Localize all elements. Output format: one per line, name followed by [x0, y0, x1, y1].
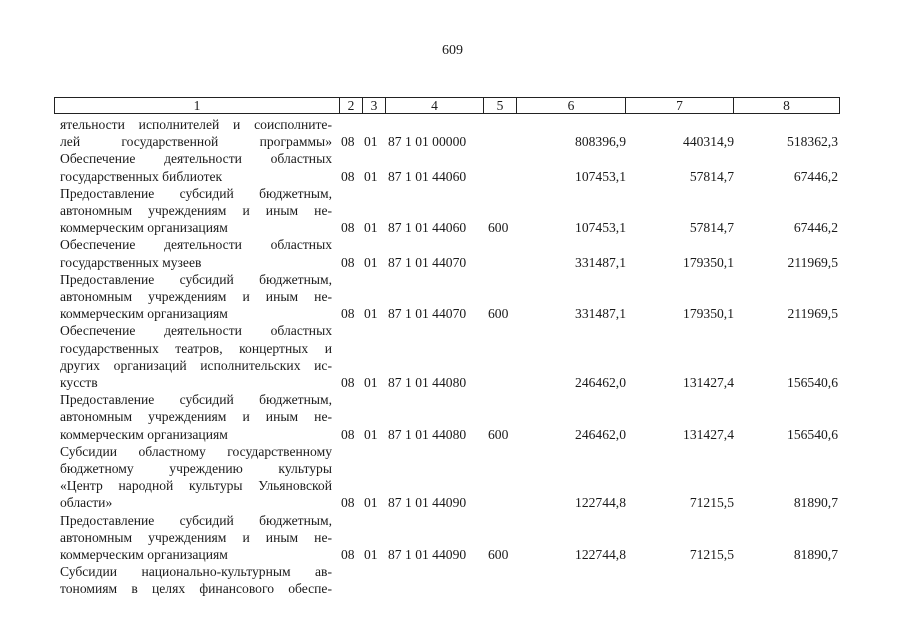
- row-description: [60, 236, 332, 270]
- target-article-code: 87 1 01 44060: [388, 168, 467, 184]
- amount-col-6: 122744,8: [575, 495, 626, 511]
- row-description: [60, 391, 332, 443]
- description-line: государственных библиотек: [60, 168, 223, 184]
- amount-col-8: 211969,5: [787, 306, 838, 322]
- description-line: Обеспечение деятельности областных: [60, 323, 332, 339]
- expense-type-code: 600: [488, 306, 509, 322]
- table-row: [0, 563, 905, 597]
- amount-col-7: 179350,1: [683, 306, 734, 322]
- amount-col-8: 156540,6: [787, 426, 838, 442]
- header-col-6: 6: [517, 98, 626, 113]
- description-line: Обеспечение деятельности областных: [60, 237, 332, 253]
- amount-col-7: 57814,7: [689, 168, 734, 184]
- header-col-2: 2: [340, 98, 363, 113]
- description-line: автономным учреждениям и иным не-: [60, 529, 332, 545]
- description-line: лей государственной программы»: [60, 134, 332, 150]
- table-row: [0, 236, 905, 270]
- target-article-code: 87 1 01 00000: [388, 134, 467, 150]
- amount-col-7: 57814,7: [689, 220, 734, 236]
- header-col-3: 3: [363, 98, 386, 113]
- table-row: [0, 271, 905, 323]
- target-article-code: 87 1 01 44090: [388, 495, 467, 511]
- description-line: автономным учреждениям и иным не-: [60, 288, 332, 304]
- target-article-code: 87 1 01 44080: [388, 426, 467, 442]
- description-line: области»: [60, 495, 113, 511]
- table-body: [0, 116, 905, 598]
- expense-type-code: 600: [488, 546, 509, 562]
- description-line: Предоставление субсидий бюджетным,: [60, 392, 332, 408]
- amount-col-6: 107453,1: [575, 220, 626, 236]
- row-description: [60, 563, 332, 597]
- header-col-1: 1: [55, 98, 340, 113]
- table-row: [0, 185, 905, 237]
- description-line: коммерческим организациям: [60, 306, 228, 322]
- table-row: [0, 443, 905, 512]
- amount-col-6: 331487,1: [575, 306, 626, 322]
- section-code: 08: [341, 495, 355, 511]
- subsection-code: 01: [364, 134, 378, 150]
- header-col-8: 8: [783, 98, 790, 113]
- amount-col-7: 131427,4: [683, 374, 734, 390]
- description-line: других организаций исполнительских ис-: [60, 357, 332, 373]
- description-line: коммерческим организациям: [60, 220, 228, 236]
- subsection-code: 01: [364, 254, 378, 270]
- amount-col-6: 246462,0: [575, 374, 626, 390]
- section-code: 08: [341, 374, 355, 390]
- description-line: коммерческим организациям: [60, 426, 228, 442]
- amount-col-7: 71215,5: [689, 546, 734, 562]
- header-col-4: 4: [386, 98, 484, 113]
- subsection-code: 01: [364, 426, 378, 442]
- description-line: Предоставление субсидий бюджетным,: [60, 271, 332, 287]
- description-line: Субсидии национально-культурным ав-: [60, 564, 332, 580]
- expense-type-code: 600: [488, 220, 509, 236]
- page-number: 609: [442, 43, 463, 58]
- subsection-code: 01: [364, 374, 378, 390]
- table-row: [0, 150, 905, 184]
- header-col-5: 5: [484, 98, 517, 113]
- amount-col-8: 211969,5: [787, 254, 838, 270]
- table-row: [0, 391, 905, 443]
- row-description: [60, 443, 332, 512]
- amount-col-6: 246462,0: [575, 426, 626, 442]
- amount-col-6: 107453,1: [575, 168, 626, 184]
- description-line: ятельности исполнителей и соисполните-: [60, 117, 332, 132]
- subsection-code: 01: [364, 306, 378, 322]
- amount-col-7: 179350,1: [683, 254, 734, 270]
- row-description: [60, 271, 332, 323]
- description-line: коммерческим организациям: [60, 546, 228, 562]
- section-code: 08: [341, 254, 355, 270]
- table-header: [54, 97, 840, 114]
- row-description: [60, 116, 332, 150]
- row-description: [60, 150, 332, 184]
- target-article-code: 87 1 01 44090: [388, 546, 467, 562]
- section-code: 08: [341, 220, 355, 236]
- amount-col-8: 81890,7: [793, 495, 838, 511]
- section-code: 08: [341, 134, 355, 150]
- table-row: [0, 116, 905, 150]
- row-description: [60, 512, 332, 564]
- table-row: [0, 512, 905, 564]
- subsection-code: 01: [364, 220, 378, 236]
- section-code: 08: [341, 426, 355, 442]
- amount-col-8: 518362,3: [787, 134, 838, 150]
- subsection-code: 01: [364, 546, 378, 562]
- amount-col-7: 440314,9: [683, 134, 734, 150]
- description-line: Предоставление субсидий бюджетным,: [60, 512, 332, 528]
- amount-col-7: 131427,4: [683, 426, 734, 442]
- target-article-code: 87 1 01 44080: [388, 374, 467, 390]
- description-line: Предоставление субсидий бюджетным,: [60, 185, 332, 201]
- amount-col-8: 67446,2: [793, 220, 838, 236]
- amount-col-7: 71215,5: [689, 495, 734, 511]
- target-article-code: 87 1 01 44070: [388, 254, 467, 270]
- description-line: бюджетному учреждению культуры: [60, 460, 332, 476]
- target-article-code: 87 1 01 44070: [388, 306, 467, 322]
- subsection-code: 01: [364, 495, 378, 511]
- amount-col-8: 67446,2: [793, 168, 838, 184]
- target-article-code: 87 1 01 44060: [388, 220, 467, 236]
- description-line: государственных театров, концертных и: [60, 340, 332, 356]
- section-code: 08: [341, 306, 355, 322]
- amount-col-8: 81890,7: [793, 546, 838, 562]
- description-line: Субсидии областному государственному: [60, 443, 332, 459]
- amount-col-6: 331487,1: [575, 254, 626, 270]
- section-code: 08: [341, 168, 355, 184]
- row-description: [60, 185, 332, 237]
- subsection-code: 01: [364, 168, 378, 184]
- description-line: автономным учреждениям и иным не-: [60, 202, 332, 218]
- description-line: государственных музеев: [60, 254, 202, 270]
- description-line: кусств: [60, 374, 98, 390]
- description-line: автономным учреждениям и иным не-: [60, 409, 332, 425]
- table-row: [0, 322, 905, 391]
- amount-col-8: 156540,6: [787, 374, 838, 390]
- description-line: «Центр народной культуры Ульяновской: [60, 478, 332, 494]
- description-line: Обеспечение деятельности областных: [60, 151, 332, 167]
- amount-col-6: 122744,8: [575, 546, 626, 562]
- row-description: [60, 322, 332, 391]
- amount-col-6: 808396,9: [575, 134, 626, 150]
- header-col-7: 7: [626, 98, 734, 113]
- description-line: тономиям в целях финансового обеспе-: [60, 581, 332, 597]
- section-code: 08: [341, 546, 355, 562]
- expense-type-code: 600: [488, 426, 509, 442]
